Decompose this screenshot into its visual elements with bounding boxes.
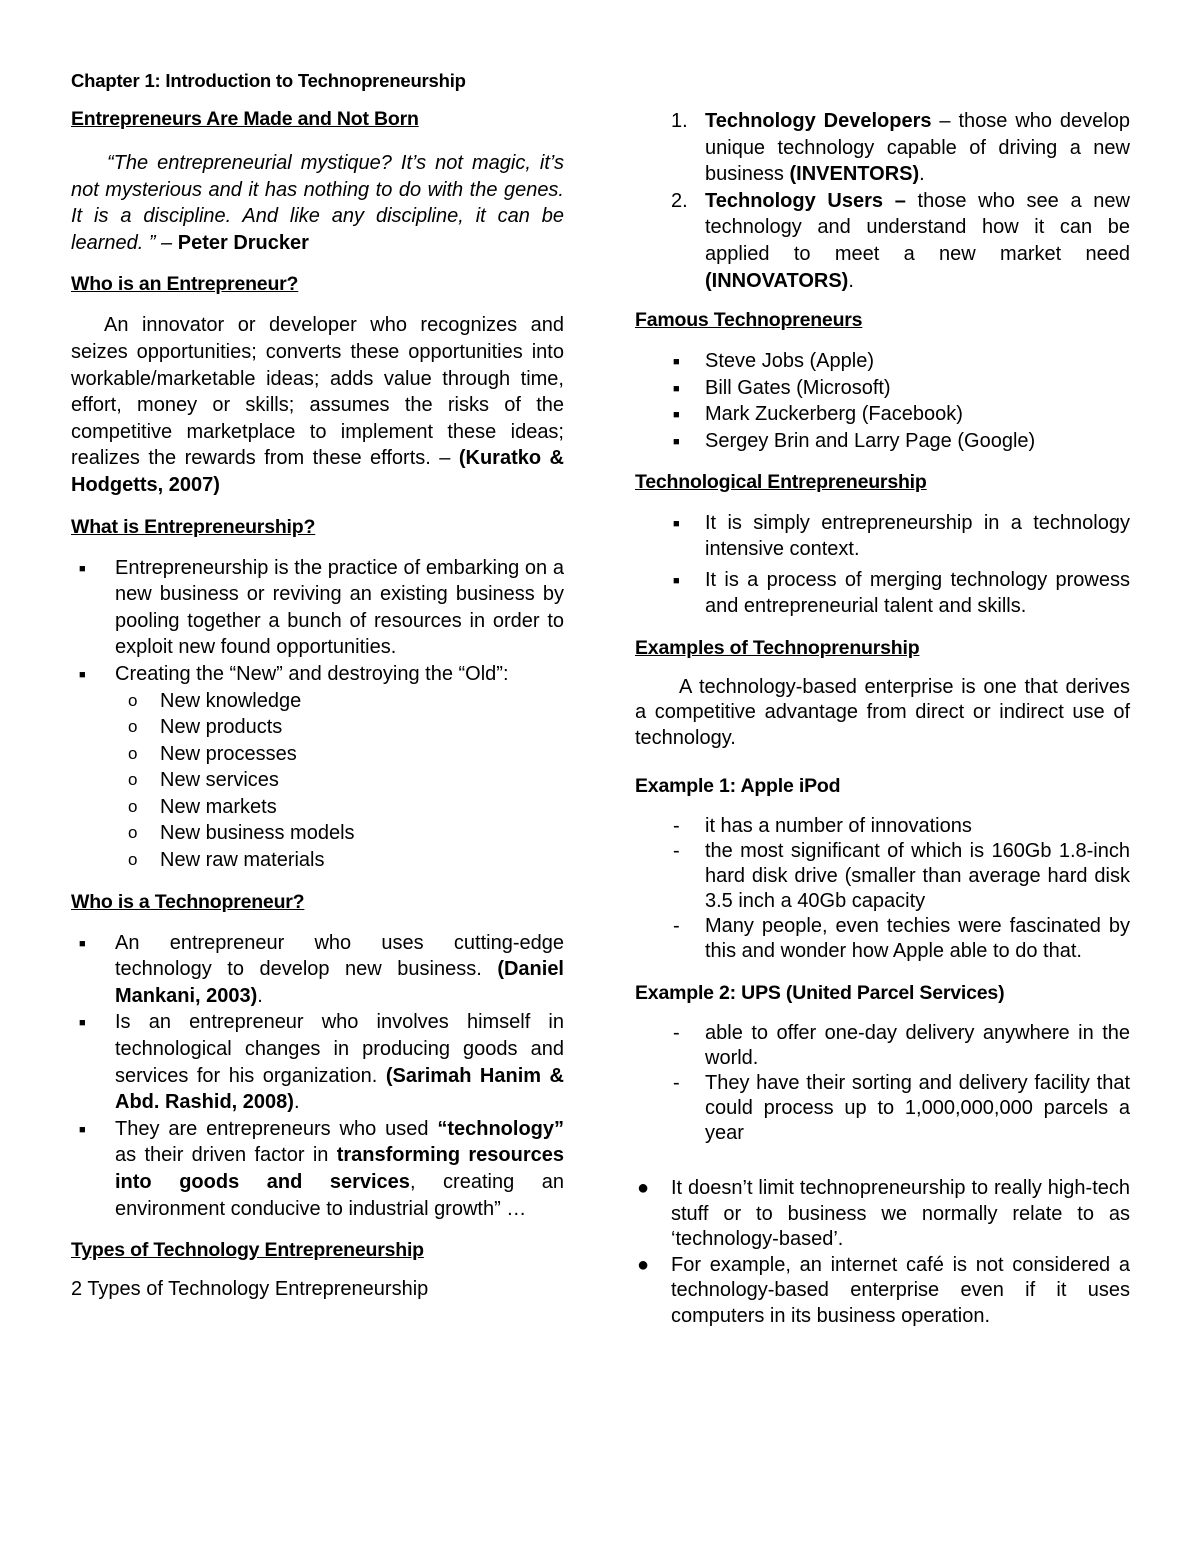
- list-item: [115, 847, 564, 874]
- list-item-text: They have their sorting and delivery facility that could process up to 1,000,000,000 parcels a year: [705, 1072, 1130, 1145]
- notes-list: [635, 1176, 1130, 1329]
- dash-bullet-icon: -: [673, 840, 680, 863]
- examples-intro: A technology-based enterprise is one that derives a competitive advantage from direct or indirect use of technology.: [635, 675, 1130, 749]
- list-item-text: They are entrepreneurs who used: [115, 1117, 438, 1140]
- list-item: [635, 814, 1130, 839]
- example1-title: Example 1: Apple iPod: [635, 775, 841, 798]
- punctuation: .: [293, 1091, 300, 1114]
- square-bullet-icon: ■: [79, 937, 86, 950]
- list-item-text: New services: [160, 769, 279, 792]
- list-item: [635, 108, 1130, 188]
- heading-famous-technopreneurs: Famous Technopreneurs: [635, 309, 863, 332]
- list-item-text: Creating the “New” and destroying the “Old”:: [115, 662, 509, 685]
- type-description: – those who develop unique technology capable of driving a new business: [705, 110, 1130, 186]
- heading-technological-entrepreneurship: Technological Entrepreneurship: [635, 470, 927, 493]
- dash-bullet-icon: -: [673, 915, 680, 938]
- list-item-text: It is simply entrepreneurship in a technology intensive context.: [705, 511, 1130, 561]
- list-item-text: New processes: [160, 742, 297, 765]
- circle-bullet-icon: o: [128, 796, 138, 816]
- list-item-text: New products: [160, 716, 283, 739]
- list-item: [635, 1021, 1130, 1071]
- type-tag: (INVENTORS): [789, 163, 920, 186]
- list-item: [71, 1116, 564, 1222]
- list-item: [635, 914, 1130, 964]
- citation: (Sarimah Hanim & Abd. Rashid, 2008): [115, 1064, 564, 1114]
- types-list: [635, 108, 1130, 294]
- list-item-text: Mark Zuckerberg (Facebook): [705, 403, 963, 426]
- list-number: 1.: [671, 110, 688, 132]
- list-item: [115, 820, 564, 847]
- entrepreneur-definition: [71, 312, 564, 498]
- list-item: [635, 1253, 1130, 1330]
- circle-bullet-icon: o: [128, 770, 138, 790]
- list-item-text: New raw materials: [160, 849, 325, 872]
- square-bullet-icon: ■: [673, 409, 680, 422]
- square-bullet-icon: ■: [79, 1017, 86, 1030]
- list-item-text: New knowledge: [160, 689, 302, 712]
- list-item: [635, 510, 1130, 563]
- square-bullet-icon: ■: [79, 668, 86, 681]
- citation: (Daniel Mankani, 2003): [115, 958, 564, 1007]
- type-name: Technology Developers: [705, 110, 932, 132]
- dash-bullet-icon: -: [673, 1022, 680, 1045]
- list-item-text: it has a number of innovations: [705, 815, 972, 838]
- circle-bullet-icon: o: [128, 717, 138, 737]
- new-things-list: [115, 688, 564, 874]
- definition-citation: (Kuratko & Hodgetts, 2007): [71, 447, 564, 496]
- square-bullet-icon: ■: [79, 562, 86, 575]
- list-item: [635, 1071, 1130, 1146]
- list-item-text: able to offer one-day delivery anywhere in the world.: [705, 1022, 1130, 1070]
- list-item: [635, 839, 1130, 914]
- list-item-text: Steve Jobs (Apple): [705, 350, 874, 373]
- dash-bullet-icon: -: [673, 1072, 680, 1095]
- list-item: [71, 661, 564, 688]
- circle-bullet-icon: o: [128, 743, 138, 763]
- list-item: [635, 428, 1130, 455]
- list-item: [71, 555, 564, 661]
- dot-bullet-icon: ●: [637, 1177, 650, 1200]
- circle-bullet-icon: o: [128, 850, 138, 870]
- list-item: [115, 741, 564, 768]
- list-item-text: Sergey Brin and Larry Page (Google): [705, 429, 1036, 452]
- type-description: those who see a new technology and understand how it can be applied to meet a new market need: [705, 189, 1130, 265]
- list-item: [635, 348, 1130, 375]
- list-item: [635, 401, 1130, 428]
- quote-text: “The entrepreneurial mystique? It’s not magic, it’s not mysterious and it has nothing to do with the genes. It is a discipline. And like any discipline, it can be learned. ” –: [71, 152, 564, 254]
- heading-types-tech-entrepreneurship: Types of Technology Entrepreneurship: [71, 1239, 424, 1262]
- list-item-text: For example, an internet café is not considered a technology-based enterprise even if it uses computers in its business operation.: [671, 1253, 1130, 1327]
- list-item-text: Is an entrepreneur who involves himself in technological changes in producing goods and services for his organization.: [115, 1011, 564, 1087]
- list-item-text: Many people, even techies were fascinated by this and wonder how Apple able to do that.: [705, 915, 1130, 963]
- circle-bullet-icon: o: [128, 690, 138, 710]
- square-bullet-icon: ■: [673, 382, 680, 395]
- punctuation: .: [257, 984, 263, 1007]
- punctuation: .: [919, 163, 925, 186]
- drucker-quote: [71, 150, 564, 256]
- list-item-text: It is a process of merging technology prowess and entrepreneurial talent and skills.: [705, 568, 1130, 618]
- document-title: Chapter 1: Introduction to Technopreneurship: [71, 70, 466, 91]
- list-item-text: as their driven factor in: [115, 1144, 337, 1167]
- emphasis-transforming: transforming resources into goods and services: [115, 1144, 564, 1193]
- type-name: Technology Users –: [705, 189, 906, 212]
- square-bullet-icon: ■: [673, 356, 680, 369]
- list-item-text: the most significant of which is 160Gb 1.8-inch hard disk drive (smaller than average hard disk 3.5 inch a 40Gb capacity: [705, 840, 1130, 913]
- punctuation: .: [848, 269, 854, 292]
- list-item: [115, 794, 564, 821]
- famous-list: [635, 348, 1130, 454]
- list-item-text: New business models: [160, 822, 355, 845]
- quote-author: Peter Drucker: [177, 231, 309, 254]
- list-item: [115, 767, 564, 794]
- list-number: 2.: [671, 189, 688, 212]
- square-bullet-icon: ■: [673, 517, 680, 530]
- list-item-text: Entrepreneurship is the practice of embarking on a new business or reviving an existing business by pooling together a bunch of resources in order to exploit new found opportunities.: [115, 556, 564, 659]
- list-item-text: It doesn’t limit technopreneurship to really high-tech stuff or to business we normally relate to as ‘technology-based’.: [671, 1177, 1130, 1251]
- list-item: [635, 567, 1130, 620]
- left-column: [71, 108, 564, 1303]
- emphasis-technology: “technology”: [437, 1117, 564, 1140]
- heading-examples: Examples of Technoprenurship: [635, 636, 920, 659]
- example2-title: Example 2: UPS (United Parcel Services): [635, 982, 1005, 1005]
- list-item-text: An entrepreneur who uses cutting-edge technology to develop new business.: [115, 931, 564, 981]
- circle-bullet-icon: o: [128, 823, 138, 843]
- heading-made-not-born: Entrepreneurs Are Made and Not Born: [71, 108, 419, 130]
- technopreneur-list: [71, 930, 564, 1223]
- list-item: [71, 1009, 564, 1115]
- example2-list: [635, 1021, 1130, 1146]
- definition-text: An innovator or developer who recognizes and seizes opportunities; converts these opportunities into workable/marketable ideas; adds value through time, effort, money or skills; assumes the risks of the competitive marketplace to implement these ideas; realizes the rewards from these efforts. –: [71, 314, 564, 470]
- right-column: [635, 108, 1130, 1329]
- dash-bullet-icon: -: [673, 815, 680, 838]
- square-bullet-icon: ■: [673, 574, 680, 587]
- list-item-text: , creating an environment conducive to industrial growth” …: [115, 1171, 564, 1220]
- dot-bullet-icon: ●: [637, 1253, 650, 1276]
- list-item-text: New markets: [160, 795, 277, 818]
- list-item: [71, 930, 564, 1010]
- example1-list: [635, 814, 1130, 964]
- list-item: [635, 1176, 1130, 1253]
- square-bullet-icon: ■: [673, 435, 680, 448]
- types-intro: 2 Types of Technology Entrepreneurship: [71, 1278, 429, 1301]
- square-bullet-icon: ■: [79, 1123, 86, 1136]
- tech-entrepreneurship-list: [635, 510, 1130, 620]
- list-item: [635, 188, 1130, 294]
- list-item-text: Bill Gates (Microsoft): [705, 376, 891, 399]
- heading-what-entrepreneurship: What is Entrepreneurship?: [71, 515, 316, 538]
- heading-who-technopreneur: Who is a Technopreneur?: [71, 890, 305, 913]
- list-item: [115, 688, 564, 715]
- entrepreneurship-list: [71, 555, 564, 688]
- heading-who-entrepreneur: Who is an Entrepreneur?: [71, 273, 299, 296]
- type-tag: (INNOVATORS): [705, 269, 849, 292]
- list-item: [115, 714, 564, 741]
- list-item: [635, 375, 1130, 402]
